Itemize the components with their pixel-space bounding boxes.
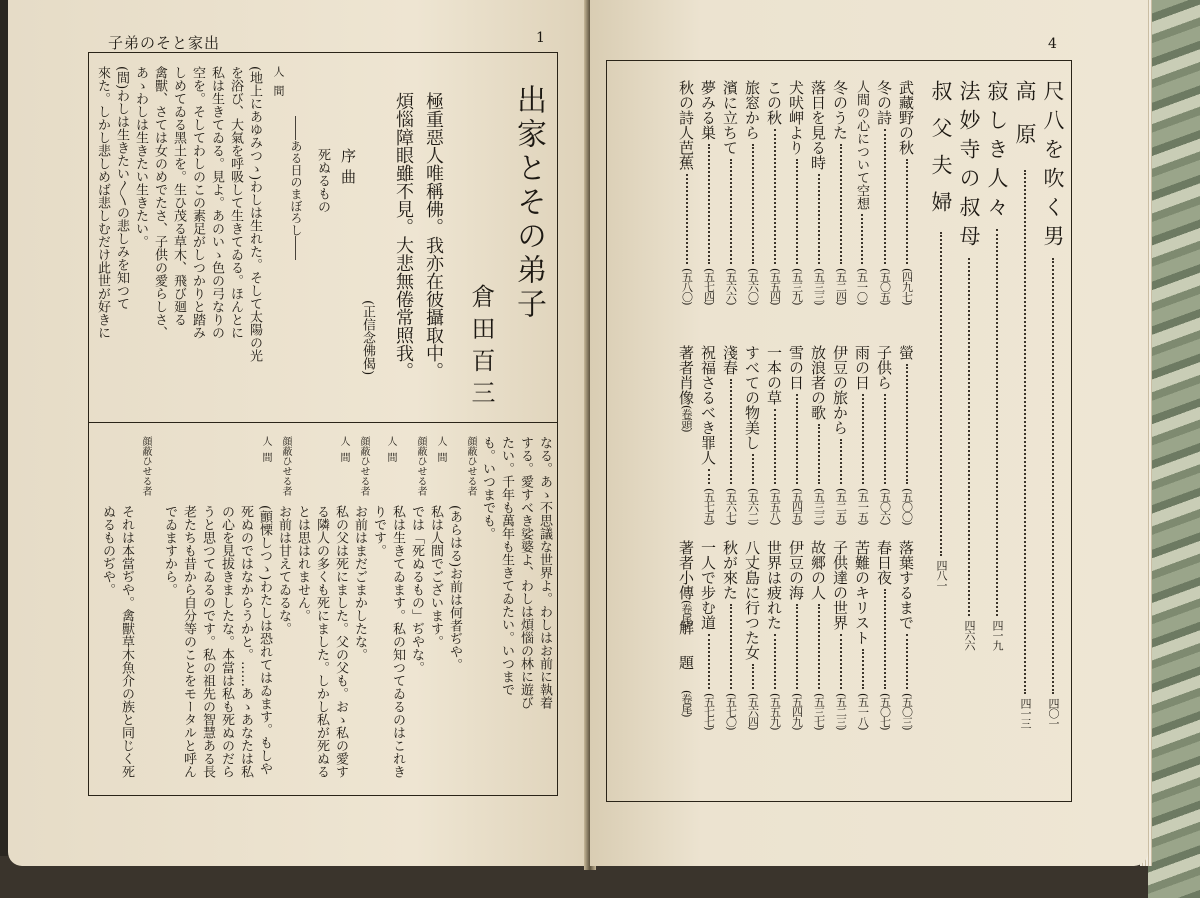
page-number-left: 1	[536, 30, 545, 46]
toc-entry: 子供ら (五〇六)	[875, 345, 893, 525]
lower-text-line: 私は生きてゐます。私の知つてゐるのはこれき	[390, 505, 405, 778]
toc-entry: 世界は疲れた (五五九)	[765, 540, 783, 730]
upper-text-line: 空を。そしてわしのこの素足がしつかりと踏み	[190, 66, 205, 339]
prologue-heading: 序曲	[339, 148, 357, 190]
upper-text-line: 私は生きてゐる。見よ。あのいゝ色の弓なりの	[209, 66, 224, 339]
toc-entry: 伊豆の海 (五四九)	[787, 540, 805, 730]
toc-entry: 叔父夫婦 四八一	[929, 80, 953, 590]
lower-text-line: でゐますから。	[162, 505, 177, 596]
toc-entry: 冬の詩 (五〇五)	[875, 80, 893, 305]
toc-entry: 春日夜 (五〇七)	[875, 540, 893, 730]
upper-text-line: 來た。しかし悲しめば悲しむだけ此世が好きに	[95, 66, 110, 339]
toc-entry: 苦難のキリスト (五一八)	[853, 540, 871, 730]
speaker-label: 人間	[338, 436, 349, 468]
toc-entry: 冬のうた (五二四)	[831, 80, 849, 305]
toc-entry: 伊豆の旅から (五二五)	[831, 345, 849, 525]
toc-entry: 一本の草 (五五八)	[765, 345, 783, 525]
toc-entry: すべての物美し (五六二)	[743, 345, 761, 525]
left-page	[8, 0, 590, 866]
toc-entry: この秋 (五五四)	[765, 80, 783, 305]
frame-divider	[88, 422, 558, 423]
toc-entry: 落葉するまで (五〇三)	[897, 540, 915, 730]
toc-entry: 濱に立ちて (五六六)	[721, 80, 739, 305]
toc-entry: 一人で步む道 (五七七)	[699, 540, 717, 730]
lower-text-line: お前はまだごまかしたな。	[352, 505, 367, 661]
toc-entry: 子供達の世界 (五二三)	[831, 540, 849, 730]
toc-entry: 武藏野の秋 (四九七)	[897, 80, 915, 305]
toc-entry: 螢 (五〇〇)	[897, 345, 915, 525]
prologue-subtitle: 死ぬるもの	[315, 148, 330, 213]
toc-entry: 著者小傳(卷尾)	[677, 540, 695, 627]
toc-entry: 故郷の人 (五三七)	[809, 540, 827, 730]
upper-text-line: (地上にあゆみつゝ)わしは生れた。そして太陽の光	[247, 66, 262, 363]
lower-text-line: の心を見拔きましたな。本當は私も死ぬのだら	[219, 505, 234, 778]
toc-entry: 秋が來た (五七〇)	[721, 540, 739, 730]
toc-entry: 犬吠岬より (五三九)	[787, 80, 805, 305]
speaker-label: 人間	[435, 436, 446, 468]
speaker-label: 人間	[260, 436, 271, 468]
toc-entry: 人間の心について空想 (五一〇)	[854, 80, 869, 305]
lower-text-line: とは思はれません。	[295, 505, 310, 622]
lower-text-line: それは本當ぢや。禽獸草木魚介の族と同じく死	[119, 505, 134, 778]
lower-text-line: では「死ぬるもの」ぢやな。	[409, 505, 424, 674]
toc-entry: 解題(卷尾)	[677, 620, 695, 717]
toc-entry: 著者肖像(卷頭)	[677, 345, 695, 432]
toc-entry: 雪の日 (五四五)	[787, 345, 805, 525]
toc-entry: 秋の詩人芭蕉 (五八〇)	[677, 80, 695, 305]
upper-text-line: しめてゐる黑土を。生ひ茂る草木、飛び廻る	[171, 66, 186, 326]
toc-entry: 旅窓から (五六〇)	[743, 80, 761, 305]
speaker-label: 人間	[385, 436, 396, 468]
toc-entry: 放浪者の歌 (五三三)	[809, 345, 827, 525]
running-head: 子弟のそと家出	[108, 34, 221, 52]
lower-text-line: る隣人の多くも死にました。しかし私が死ぬる	[314, 505, 329, 778]
toc-entry: 祝福さるべき罪人 (五七五)	[699, 345, 717, 525]
speaker-label: 顔蔽ひせる者	[465, 436, 476, 496]
lower-text-line: する。愛すべき娑婆よ、わしは煩惱の林に遊び	[518, 436, 533, 709]
toc-entry: 八丈島に行つた女 (五六四)	[743, 540, 761, 730]
lower-text-line: うと思つてゐるのです。私の祖先の智慧ある長	[200, 505, 215, 778]
speaker-label: 顔蔽ひせる者	[358, 436, 369, 496]
verse-line-1: 極重惡人唯稱佛。我亦在彼攝取中。	[423, 92, 444, 380]
lower-text-line: 死ぬのではなからうかと。……あゝあなたは私	[238, 505, 253, 778]
upper-text-line: あゝわしは生きたい生きたい。	[133, 66, 148, 248]
page-number-right: 4	[1048, 36, 1057, 52]
lower-text-line: も。いつまでも。	[480, 436, 495, 540]
lower-text-line: (顫慄しつゝ)わたしは恐れてはゐます。もしや	[257, 505, 272, 776]
toc-entry: 尺八を吹く男 四〇一	[1041, 80, 1065, 728]
book-title: 出家とその弟子	[511, 84, 546, 322]
verse-source: (正信念佛偈)	[360, 300, 375, 376]
toc-entry: 高原 四一三	[1013, 80, 1037, 728]
verse-line-2: 煩惱障眼雖不見。大悲無倦常照我。	[393, 92, 414, 380]
lower-text-line: 私の父は死にました。父の父も。おゝ私の愛す	[333, 505, 348, 778]
speaker-label: 顔蔽ひせる者	[415, 436, 426, 496]
toc-entry: 法妙寺の叔母 四六六	[957, 80, 981, 650]
toc-entry: 寂しき人々 四一九	[985, 80, 1009, 650]
lower-text-line: 私は人間でございます。	[428, 505, 443, 648]
right-page	[590, 0, 1148, 866]
upper-text-line: を浴び、大氣を呼吸して生きてゐる。ほんとに	[228, 66, 243, 339]
lower-text-line: 老たちも昔から自分等のことをモータルと呼ん	[181, 505, 196, 778]
lower-text-line: りです。	[371, 505, 386, 557]
lower-text-line: なる。あゝ不思議な世界よ。わしはお前に執着	[537, 436, 552, 709]
speaker-label: 顔蔽ひせる者	[140, 436, 151, 496]
toc-entry: 夢みる巣 (五七四)	[699, 80, 717, 305]
speaker-label: 顔蔽ひせる者	[280, 436, 291, 496]
author-name: 倉田百三	[467, 284, 495, 412]
speaker-label: 人間	[272, 66, 285, 104]
lower-text-line: たい。千年も萬年も生きてゐたい。いつまで	[499, 436, 514, 696]
stage-direction: ――ある日のまぼろし――	[289, 116, 303, 260]
toc-entry: 淺春 (五六七)	[721, 345, 739, 525]
upper-text-line: (間)わしは生きたい〳〵の悲しみを知つて	[114, 66, 129, 311]
lower-text-line: お前は甘えてゐるな。	[276, 505, 291, 635]
toc-entry: 落日を見る時 (五三三)	[809, 80, 827, 305]
lower-text-line: (あらはる)お前は何者ぢや。	[447, 505, 462, 672]
toc-entry: 雨の日 (五一五)	[853, 345, 871, 525]
lower-text-line: ぬるものぢや。	[100, 505, 115, 596]
upper-text-line: 禽獸、さては女のめでたさ、子供の愛らしさ、	[152, 66, 167, 339]
cover-edge-right	[1148, 0, 1200, 898]
